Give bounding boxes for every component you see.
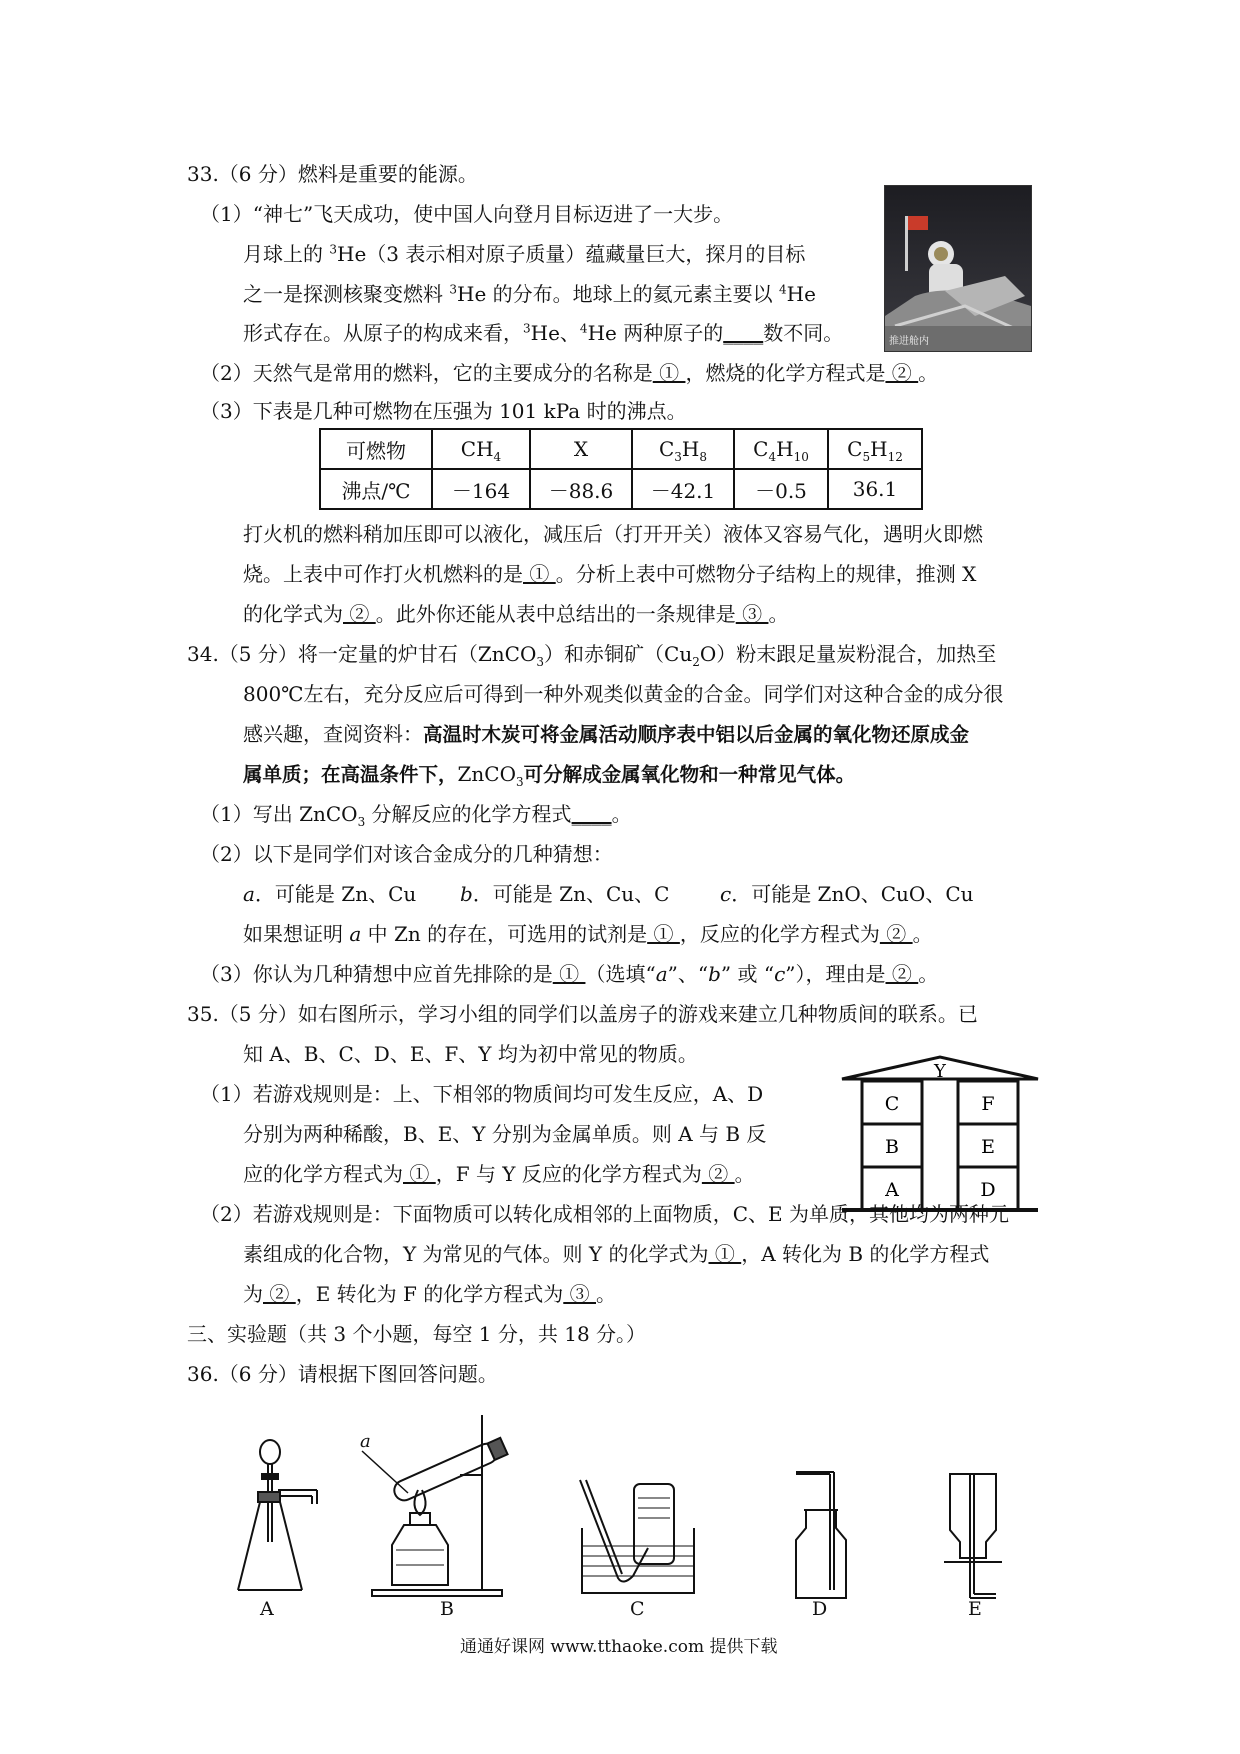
q33-part3-line1: 打火机的燃料稍加压即可以液化，减压后（打开开关）液体又容易气化，遇明火即燃 [243,522,983,546]
q34-part1: （1）写出 ZnCO$_3$ 分解反应的化学方程式____。 [200,802,632,829]
q33-part3-line2: 烧。上表中可作打火机燃料的是 ① 。分析上表中可燃物分子结构上的规律，推测 X [243,562,977,586]
q34-line3: 感兴趣，查阅资料：高温时木炭可将金属活动顺序表中铝以后金属的氧化物还原成金 [243,722,970,746]
apparatus-label-b: B [440,1598,454,1620]
q33-part1-line4: 形式存在。从原子的构成来看，$^3$He、$^4$He 两种原子的____数不同。 [243,321,844,345]
table-cell: －0.5 [734,469,828,509]
q34-line1: 34.（5 分）将一定量的炉甘石（ZnCO$_3$）和赤铜矿$(Cu_2O)$粉末跟足量炭粉混合，加热至 [187,642,997,669]
apparatus-b-heating-stand [360,1415,540,1605]
q35-line1: 35.（5 分）如右图所示，学习小组的同学们以盖房子的游戏来建立几种物质间的联系。已 [187,1002,978,1026]
table-cell: $C_5H_{12}$ [828,429,922,469]
table-cell: －164 [432,469,530,509]
table-cell: $CH_4$ [432,429,530,469]
house-cell-d: D [980,1179,996,1201]
answer-blank[interactable]: ____ [723,321,764,345]
table-cell: $C_3H_8$ [632,429,734,469]
q33-part1-line3: 之一是探测核聚变燃料 $^3$He 的分布。地球上的氦元素主要以 $^4$He [243,282,816,306]
q33-part1-line2: 月球上的 $^3$He（3 表示相对原子质量）蕴藏量巨大，探月的目标 [243,242,806,266]
apparatus-e-inverted-bottle [940,1470,1010,1610]
q35-line2: 知 A、B、C、D、E、F、Y 均为初中常见的物质。 [243,1042,698,1066]
answer-blank[interactable]: ② [343,602,376,626]
answer-blank[interactable]: ① [647,922,680,946]
q35-part1-line1: （1）若游戏规则是：上、下相邻的物质间均可发生反应，A、D [200,1082,764,1106]
apparatus-c-water-trough [578,1478,698,1608]
q36-heading: 36.（6 分）请根据下图回答问题。 [187,1362,498,1386]
house-cell-e: E [981,1136,995,1158]
house-cell-f: F [981,1093,995,1115]
label-a-small: a [360,1431,371,1452]
guess-c: c．可能是 ZnO、CuO、Cu [720,882,974,906]
q33-part3-line3: 的化学式为 ② 。此外你还能从表中总结出的一条规律是 ③ 。 [243,602,789,626]
table-cell: X [530,429,632,469]
apparatus-label-a: A [260,1598,274,1620]
answer-blank[interactable]: ① [708,1242,742,1266]
answer-blank[interactable]: ① [523,562,556,586]
answer-blank[interactable]: ③ [735,602,769,626]
q33-part1-line1: （1）“神七”飞天成功，使中国人向登月目标迈进了一大步。 [200,202,734,226]
answer-blank[interactable]: ② [879,922,913,946]
apparatus-label-c: C [630,1598,645,1620]
q35-part1-line3: 应的化学方程式为 ① ，F 与 Y 反应的化学方程式为 ② 。 [243,1162,755,1186]
answer-blank[interactable]: ② [885,361,919,385]
table-cell: －42.1 [632,469,734,509]
answer-blank[interactable]: ② [263,1282,296,1306]
table-row [320,469,922,509]
q35-part1-line2: 分别为两种稀酸，B、E、Y 分别为金属单质。则 A 与 B 反 [243,1122,767,1146]
apparatus-label-d: D [812,1598,828,1620]
q35-part2-line3: 为 ② ，E 转化为 F 的化学方程式为 ③ 。 [243,1282,616,1306]
answer-blank[interactable]: ① [552,962,586,986]
answer-blank[interactable]: ① [403,1162,436,1186]
q35-part2-line1: （2）若游戏规则是：下面物质可以转化成相邻的上面物质，C、E 为单质，其他均为两种元 [200,1202,1009,1226]
q34-part2-line2: 如果想证明 a 中 Zn 的存在，可选用的试剂是 ① ，反应的化学方程式为 ② 。 [243,922,933,946]
astronaut-photo [884,185,1032,352]
answer-blank[interactable]: ③ [563,1282,596,1306]
table-cell: －88.6 [530,469,632,509]
house-roof-y: Y [934,1061,946,1082]
table-header-cell: 可燃物 [320,429,432,469]
q35-part2-line2: 素组成的化合物，Y 为常见的气体。则 Y 的化学式为 ① ，A 转化为 B 的化学方程式 [243,1242,990,1266]
q34-part3: （3）你认为几种猜想中应首先排除的是 ① （选填“a”、“b” 或 “c”），理由是 ② 。 [200,962,939,986]
section3-heading: 三、实验题（共 3 个小题，每空 1 分，共 18 分。） [187,1322,647,1346]
table-cell: 36.1 [828,469,922,509]
guess-b: b．可能是 Zn、Cu、C [460,882,670,906]
table-header-cell: 沸点/℃ [320,469,432,509]
apparatus-a-flask [232,1432,322,1607]
answer-blank[interactable]: ① [652,361,686,385]
q33-heading: 33.（6 分）燃料是重要的能源。 [187,162,478,186]
q33-part3-heading: （3）下表是几种可燃物在压强为 101 kPa 时的沸点。 [200,399,687,423]
house-cell-b: B [885,1136,899,1158]
house-cell-a: A [885,1179,899,1201]
answer-blank[interactable]: ② [885,962,919,986]
house-cell-c: C [884,1093,900,1115]
q34-line4: 属单质；在高温条件下，ZnCO$_3$可分解成金属氧化物和一种常见气体。 [243,762,856,789]
table-cell: $C_4H_{10}$ [734,429,828,469]
boiling-point-table [319,428,923,510]
q33-part2: （2）天然气是常用的燃料，它的主要成分的名称是 ① ，燃烧的化学方程式是 ② 。 [200,361,939,385]
guess-a: a．可能是 Zn、Cu [243,882,417,906]
q34-line2: 800℃左右，充分反应后可得到一种外观类似黄金的合金。同学们对这种合金的成分很 [243,682,1004,706]
apparatus-label-e: E [968,1598,982,1620]
table-row [320,429,922,469]
answer-blank[interactable]: ② [701,1162,735,1186]
q34-part2-heading: （2）以下是同学们对该合金成分的几种猜想： [200,842,613,866]
answer-blank[interactable]: ____ [571,802,612,826]
photo-caption: 推进舱内 [889,336,929,347]
footer-watermark: 通通好课网 www.tthaoke.com 提供下载 [460,1637,778,1657]
house-diagram [840,1055,1040,1220]
apparatus-d-bottle [786,1470,856,1610]
